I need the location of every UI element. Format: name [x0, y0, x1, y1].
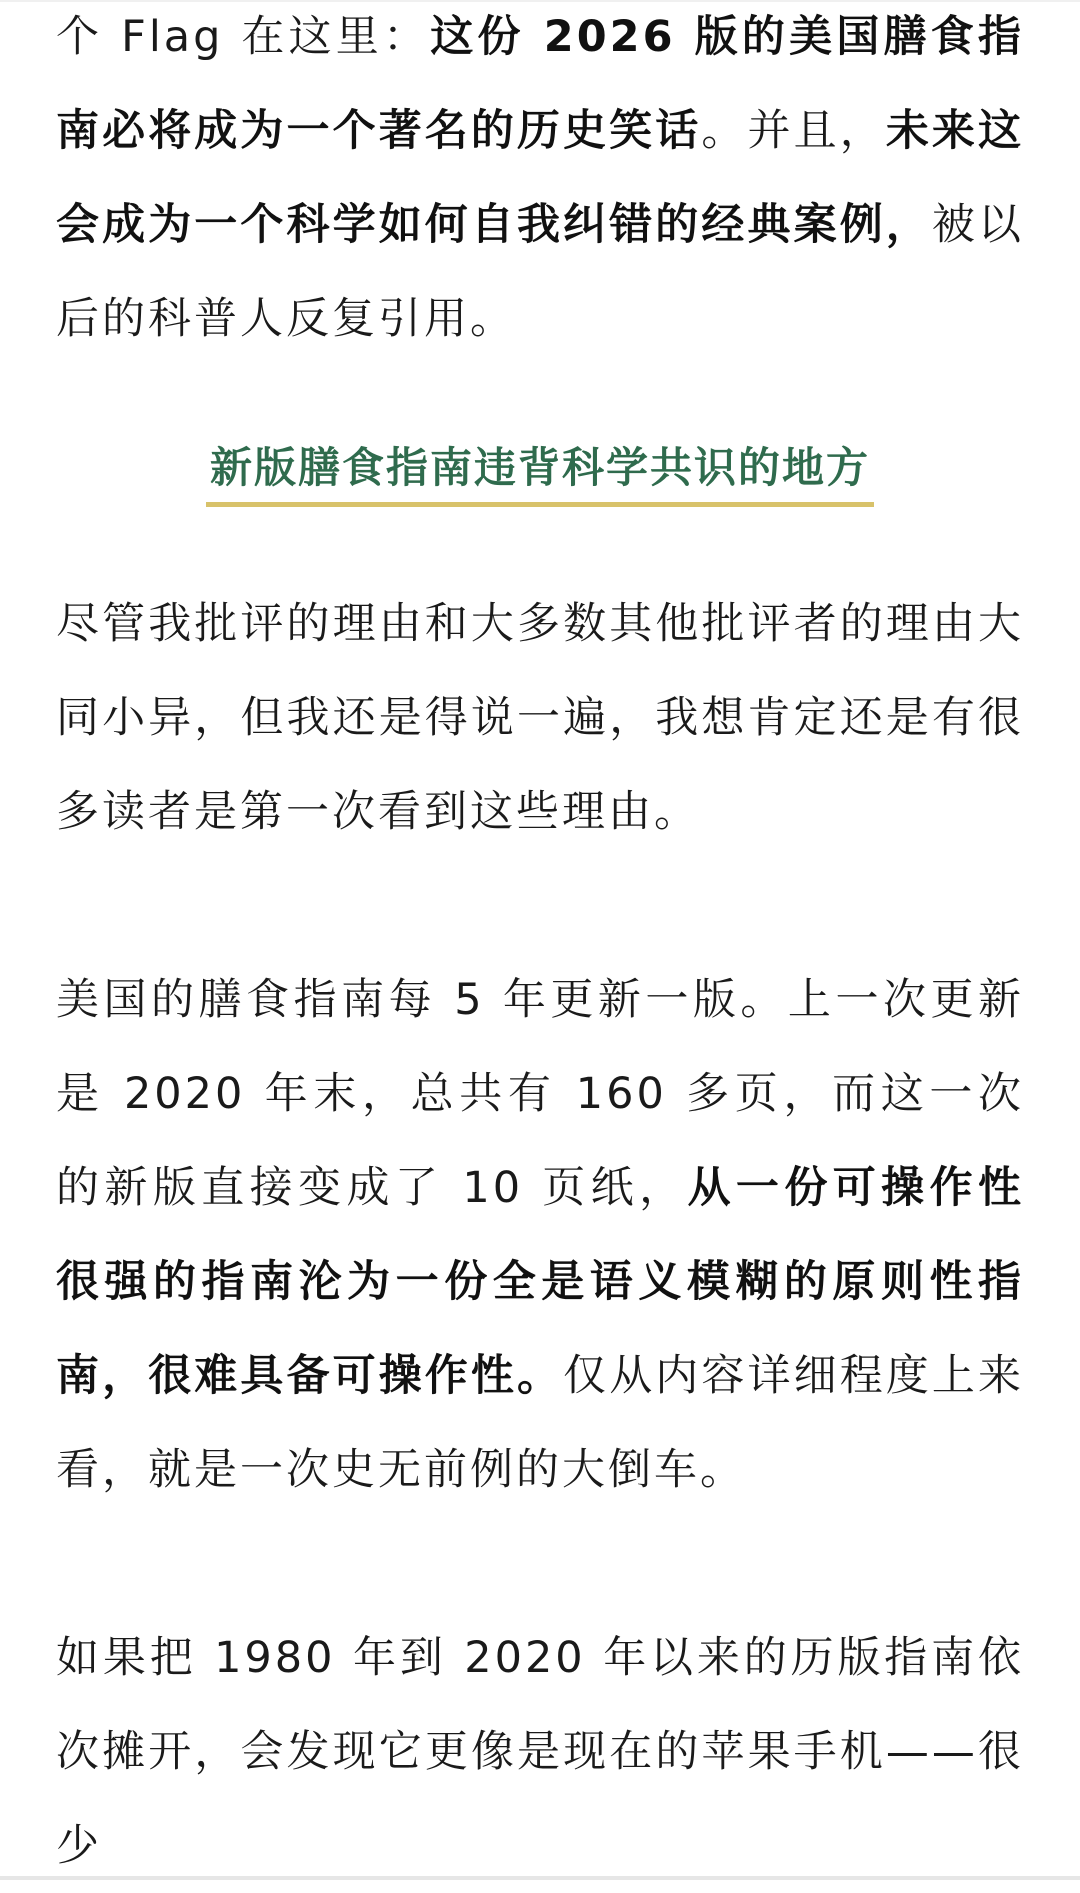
article-body — [56, 0, 1024, 1893]
paragraph-text: 被以后的科普人反复引用。 — [56, 200, 1025, 344]
bold-text: 未来这会成为一个科学如何自我纠错的经典案例， — [56, 106, 1025, 250]
paragraph-history: 如果把 1980 年到 2020 年以来的历版指南依次摊开，会发现它更像是现在的苹果手机——很少 — [56, 1633, 1024, 1871]
section-heading: 新版膳食指南违背科学共识的地方 — [206, 436, 874, 507]
bold-text: 这份 2026 版的美国膳食指南必将成为一个著名的历史笑话 — [56, 12, 1024, 156]
paragraph-update-cycle — [56, 953, 1024, 1517]
paragraph-text: 个 Flag 在这里： — [56, 12, 431, 62]
paragraph-gap — [56, 859, 1024, 953]
paragraph-text: 美国的膳食指南每 5 年更新一版。上一次更新是 2020 年末，总共有 160 多页，而这一次的新版直接变成了 10 页纸， — [56, 975, 1024, 1213]
paragraph-reasons: 尽管我批评的理由和大多数其他批评者的理由大同小异，但我还是得说一遍，我想肯定还是有很多读者是第一次看到这些理由。 — [56, 599, 1024, 837]
bold-text: 从一份可操作性很强的指南沦为一份全是语义模糊的原则性指南，很难具备可操作性。 — [56, 1163, 1024, 1401]
section-heading-wrap — [56, 436, 1024, 507]
paragraph-gap — [56, 1517, 1024, 1611]
paragraph-text: 。并且， — [701, 106, 886, 156]
paragraph-flag — [56, 0, 1024, 366]
bottom-divider — [0, 1876, 1080, 1880]
paragraph-text: 仅从内容详细程度上来看，就是一次史无前例的大倒车。 — [56, 1351, 1025, 1495]
